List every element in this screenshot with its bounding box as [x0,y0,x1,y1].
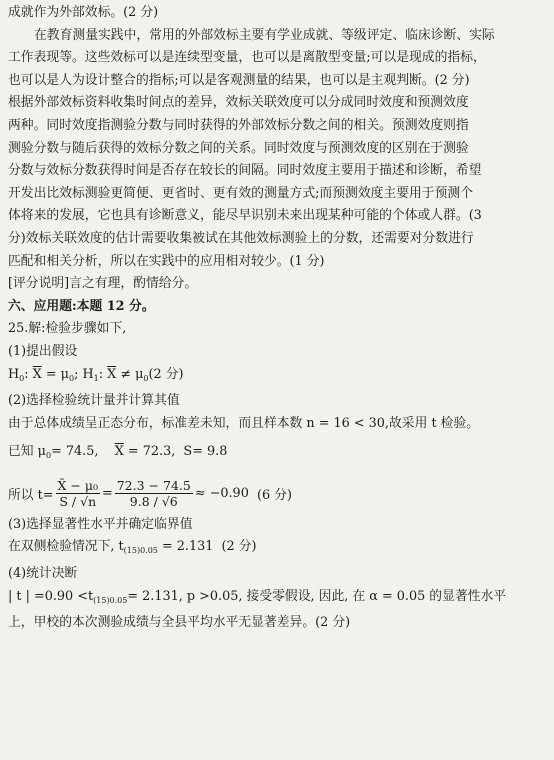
question-intro: 25.解:检验步骤如下, [8,321,127,337]
text-line: 上，甲校的本次测验成绩与全县平均水平无显著差异。(2 分) [8,615,351,631]
text-line: 也可以是人为设计整合的指标;可以是客观测量的结果，也可以是主观判断。(2 分) [8,72,470,88]
text-line: 测验分数与随后获得的效标分数之间的关系。同时效度与预测效度的区别在于测验 [8,140,469,156]
answer-sheet [8,2,548,635]
text-line: 根据外部效标资料收集时间点的差异，效标关联效度可以分成同时效度和预测效度 [8,95,469,111]
t-statistic-formula: 所以 t= $\frac{\text{X̄ − μ₀}}{S / √n}$ = $\frac{72.3 - 74.5}{9.8 / √6}$ ≈ −0.90 (6 分) [8,478,292,510]
fraction-numeric: $\frac{72.3 - 74.5}{9.8 / √6}$ [116,478,191,510]
step-1-heading: (1)提出假设 [8,343,78,359]
text-line: 开发出比效标测验更简便、更省时、更有效的测量方式;而预测效度主要用于预测个 [8,185,473,201]
known-values-line: 已知 $\mu_0= 74.5$, $\overline{X} = 72.3$, S= 9.8 [8,444,228,461]
text-line: 工作表现等。这些效标可以是连续型变量，也可以是离散型变量;可以是现成的指标， [8,50,486,66]
text-line: 体将来的发展，它也具有诊断意义，能尽早识别未来出现某种可能的个体或人群。(3 [8,208,482,224]
text-line: 分数与效标分数获得时间是否存在较长的间隔。同时效度主要用于描述和诊断，希望 [8,163,482,179]
step-4-heading: (4)统计决断 [8,566,78,582]
text-line: 匹配和相关分析，所以在实践中的应用相对较少。(1 分) [8,253,325,269]
text-line: 分)效标关联效度的估计需要收集被试在其他效标测验上的分数，还需要对分数进行 [8,230,474,246]
text-line: 成就作为外部效标。(2 分) [8,5,159,20]
text-line: 两种。同时效度指测验分数与同时获得的外部效标分数之间的相关。预测效度则指 [8,117,469,133]
scoring-note: [评分说明]言之有理，酌情给分。 [8,276,198,292]
text-line: 由于总体成绩呈正态分布，标准差未知，而且样本数 n = 16 < 30,故采用 t 检验。 [8,415,480,431]
fraction-symbolic: $\frac{\text{X̄ − μ₀}}{S / √n}$ [57,478,98,510]
text-line: 在教育测量实践中，常用的外部效标主要有学业成就、等级评定、临床诊断、实际 [34,27,495,43]
hypothesis-line: $H_0$: $\overline{X} = \mu_0$; $H_1$: $\overline{X} \ne \mu_0(2$ 分) [8,366,184,383]
section-heading: 六、应用题:本题 12 分。 [8,298,155,314]
decision-line: | t | $=0.90 <t_{(15)0.05}= 2.131$, p >0.05, 接受零假设, 因此, 在 α = 0.05 的显著性水平 [8,588,507,605]
step-2-heading: (2)选择检验统计量并计算其值 [8,393,180,409]
critical-value-line: 在双侧检验情况下, $t_{(15)0.05} = 2.131$ (2 分) [8,539,257,556]
step-3-heading: (3)选择显著性水平并确定临界值 [8,516,193,532]
